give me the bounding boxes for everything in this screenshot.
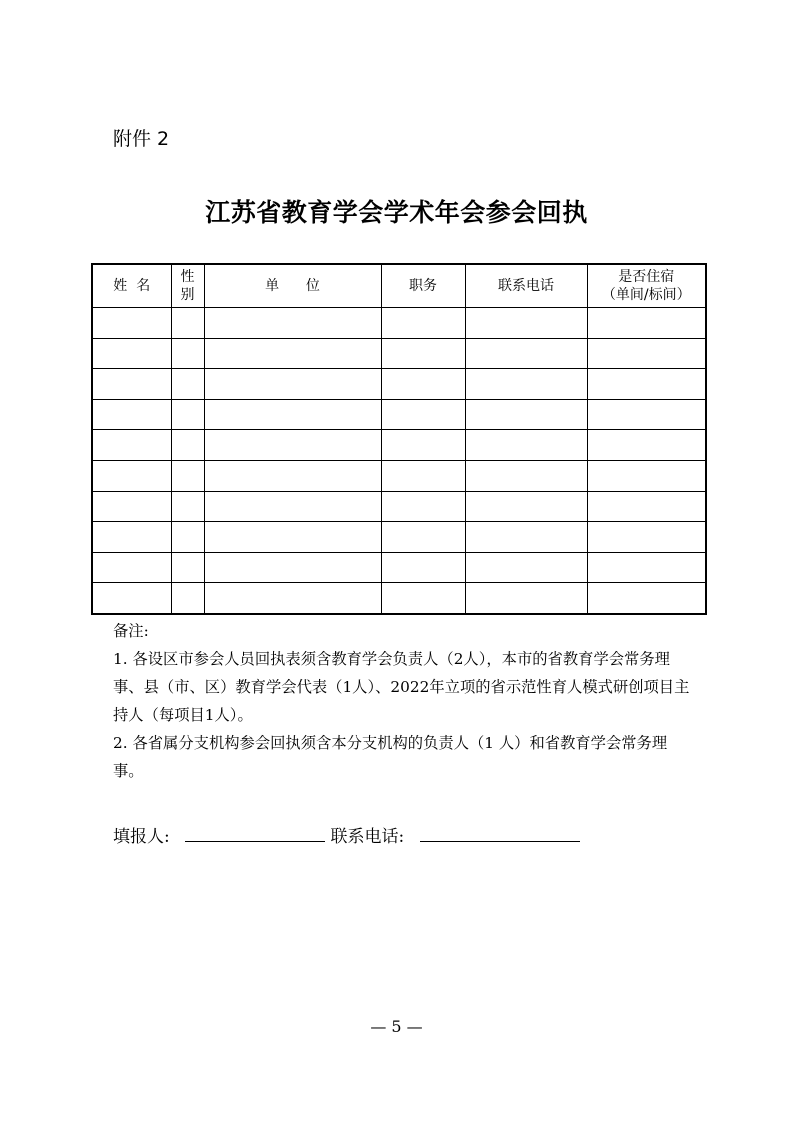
header-gender-line2: 别 <box>180 287 195 303</box>
filler-blank-line[interactable] <box>185 823 325 842</box>
table-cell[interactable] <box>171 308 204 339</box>
table-cell[interactable] <box>587 308 706 339</box>
table-row <box>92 460 706 491</box>
table-row <box>92 552 706 583</box>
table-cell[interactable] <box>171 460 204 491</box>
table-cell[interactable] <box>587 522 706 553</box>
table-cell[interactable] <box>204 460 381 491</box>
table-row <box>92 583 706 614</box>
table-cell[interactable] <box>204 522 381 553</box>
notes-section <box>113 617 693 785</box>
table-cell[interactable] <box>381 308 465 339</box>
table-header-row <box>92 264 706 308</box>
table-row <box>92 522 706 553</box>
table-cell[interactable] <box>204 308 381 339</box>
header-phone: 联系电话 <box>465 264 587 308</box>
table-cell[interactable] <box>92 491 171 522</box>
table-cell[interactable] <box>92 552 171 583</box>
table-cell[interactable] <box>465 338 587 369</box>
table-cell[interactable] <box>587 552 706 583</box>
table-cell[interactable] <box>381 430 465 461</box>
table-cell[interactable] <box>381 369 465 400</box>
note-item-2: 2. 各省属分支机构参会回执须含本分支机构的负责人（1 人）和省教育学会常务理事。 <box>113 734 668 780</box>
header-unit: 单 位 <box>204 264 381 308</box>
table-cell[interactable] <box>465 460 587 491</box>
table-row <box>92 369 706 400</box>
phone-blank-line[interactable] <box>420 823 580 842</box>
header-lodging <box>587 264 706 308</box>
table-cell[interactable] <box>587 338 706 369</box>
table-cell[interactable] <box>171 430 204 461</box>
table-cell[interactable] <box>171 338 204 369</box>
table-body <box>92 308 706 614</box>
table-cell[interactable] <box>465 399 587 430</box>
table-row <box>92 430 706 461</box>
table-row <box>92 338 706 369</box>
table-row <box>92 491 706 522</box>
registration-table <box>91 263 707 615</box>
page-number: — 5 — <box>370 1017 423 1036</box>
page-title: 江苏省教育学会学术年会参会回执 <box>205 198 588 227</box>
header-lodging-line2: （单间/标间） <box>601 287 691 303</box>
table-cell[interactable] <box>381 491 465 522</box>
table-cell[interactable] <box>381 460 465 491</box>
signature-row <box>113 822 580 847</box>
table-cell[interactable] <box>465 583 587 614</box>
table-cell[interactable] <box>204 338 381 369</box>
table-cell[interactable] <box>171 522 204 553</box>
table-cell[interactable] <box>381 552 465 583</box>
table-cell[interactable] <box>204 430 381 461</box>
table-cell[interactable] <box>92 583 171 614</box>
header-name: 姓 名 <box>92 264 171 308</box>
note-item-1: 1. 各设区市参会人员回执表须含教育学会负责人（2人），本市的省教育学会常务理事、县（市、区）教育学会代表（1人）、2022年立项的省示范性育人模式研创项目主持人（每项目1人）。 <box>113 650 690 724</box>
attachment-label: 附件 2 <box>113 128 170 150</box>
table-cell[interactable] <box>465 369 587 400</box>
notes-label: 备注: <box>113 622 149 640</box>
table-cell[interactable] <box>381 338 465 369</box>
header-gender <box>171 264 204 308</box>
table-cell[interactable] <box>381 399 465 430</box>
table-cell[interactable] <box>204 583 381 614</box>
table-cell[interactable] <box>171 583 204 614</box>
table-cell[interactable] <box>587 583 706 614</box>
table-cell[interactable] <box>465 491 587 522</box>
table-cell[interactable] <box>587 460 706 491</box>
table-cell[interactable] <box>381 583 465 614</box>
table-cell[interactable] <box>171 399 204 430</box>
table-cell[interactable] <box>92 338 171 369</box>
header-gender-line1: 性 <box>180 269 195 285</box>
table-cell[interactable] <box>204 369 381 400</box>
table-cell[interactable] <box>381 522 465 553</box>
table-cell[interactable] <box>92 308 171 339</box>
table-cell[interactable] <box>171 369 204 400</box>
table-row <box>92 308 706 339</box>
table-cell[interactable] <box>587 399 706 430</box>
table-cell[interactable] <box>204 399 381 430</box>
table-cell[interactable] <box>92 399 171 430</box>
table-cell[interactable] <box>204 552 381 583</box>
table-cell[interactable] <box>204 491 381 522</box>
filler-label: 填报人: <box>113 827 170 847</box>
table-cell[interactable] <box>92 460 171 491</box>
table-cell[interactable] <box>465 552 587 583</box>
table-cell[interactable] <box>92 522 171 553</box>
table-cell[interactable] <box>465 430 587 461</box>
table-cell[interactable] <box>587 491 706 522</box>
table-row <box>92 399 706 430</box>
header-lodging-line1: 是否住宿 <box>618 269 675 285</box>
table-cell[interactable] <box>587 369 706 400</box>
table-cell[interactable] <box>171 491 204 522</box>
table-cell[interactable] <box>92 430 171 461</box>
table-cell[interactable] <box>171 552 204 583</box>
table-cell[interactable] <box>587 430 706 461</box>
table-cell[interactable] <box>92 369 171 400</box>
phone-label: 联系电话: <box>330 827 405 847</box>
table-cell[interactable] <box>465 308 587 339</box>
header-position: 职务 <box>381 264 465 308</box>
table-cell[interactable] <box>465 522 587 553</box>
